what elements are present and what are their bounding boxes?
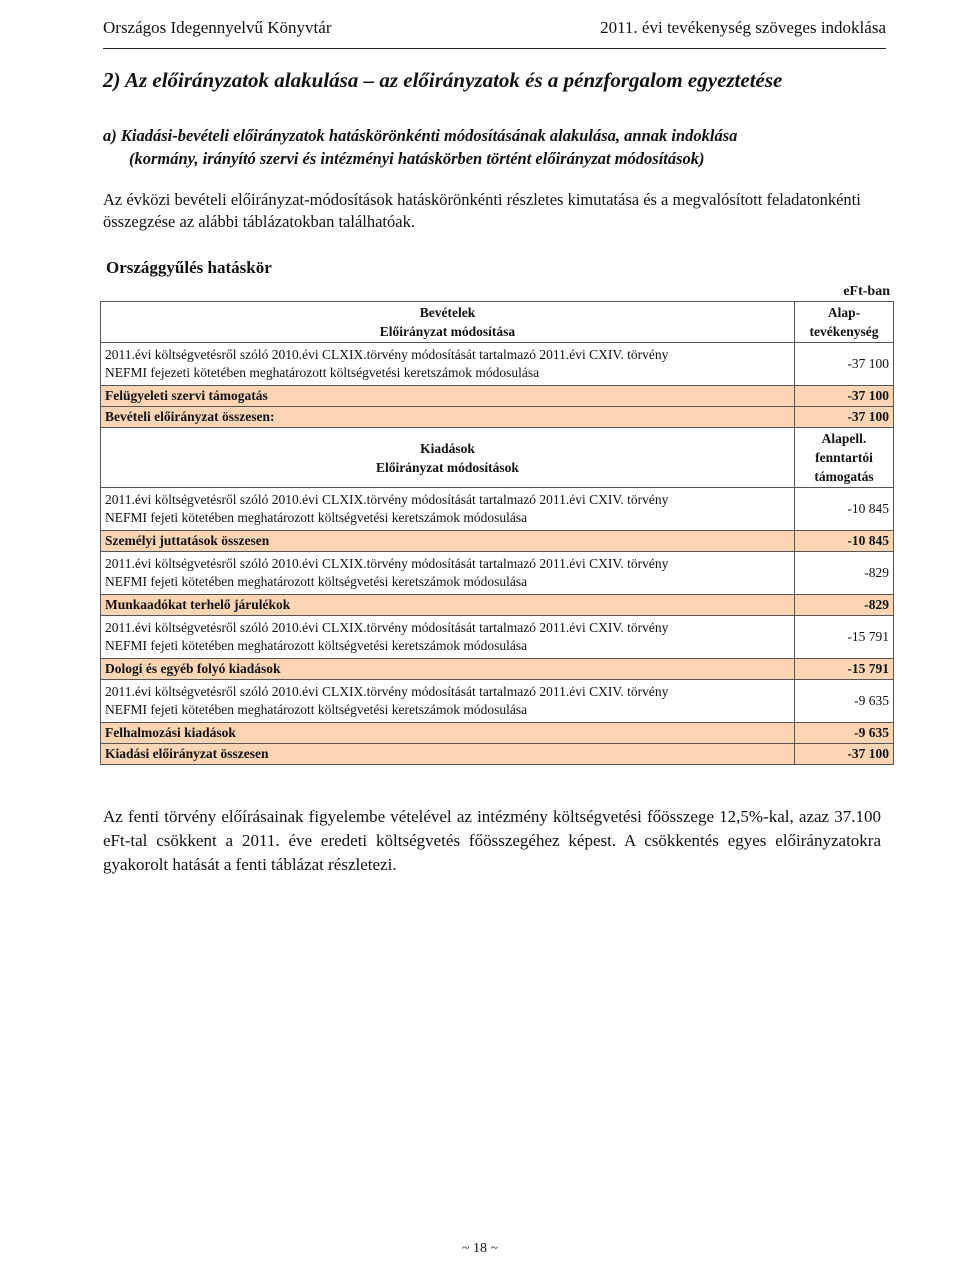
row-description: 2011.évi költségvetésről szóló 2010.évi CLXIX.törvény módosítását tartalmazó 2011.évi CXIV. törvény NEFMI fejeti kötetében meghatározott költségvetési keretszámok módosulása: [101, 616, 795, 659]
income-header-label: Bevételek Előirányzat módosítása: [101, 302, 795, 343]
sum-label: Felügyeleti szervi támogatás: [101, 386, 795, 407]
sum-amount: -37 100: [795, 744, 894, 765]
row-description: 2011.évi költségvetésről szóló 2010.évi CLXIX.törvény módosítását tartalmazó 2011.évi CXIV. törvény NEFMI fejeti kötetében meghatározott költségvetési keretszámok módosulása: [101, 488, 795, 531]
row-amount: -829: [795, 552, 894, 595]
row-description: 2011.évi költségvetésről szóló 2010.évi CLXIX.törvény módosítását tartalmazó 2011.évi CXIV. törvény NEFMI fejeti kötetében meghatározott költségvetési keretszámok módosulása: [101, 552, 795, 595]
sum-label: Kiadási előirányzat összesen: [101, 744, 795, 765]
sum-label: Felhalmozási kiadások: [101, 723, 795, 744]
table-row: [101, 343, 894, 386]
sum-amount: -829: [795, 595, 894, 616]
header-institution: Országos Idegennyelvű Könyvtár: [103, 18, 332, 37]
sum-row: [101, 595, 894, 616]
row-amount: -10 845: [795, 488, 894, 531]
section-title: 2) Az előirányzatok alakulása – az előirányzatok és a pénzforgalom egyeztetése: [103, 68, 783, 92]
sum-amount: -15 791: [795, 659, 894, 680]
authority-title: Országgyűlés hatáskör: [106, 258, 272, 277]
income-header-row: [101, 302, 894, 343]
table-row: [101, 552, 894, 595]
row-description: 2011.évi költségvetésről szóló 2010.évi CLXIX.törvény módosítását tartalmazó 2011.évi CXIV. törvény NEFMI fejezeti kötetében meghatározott költségvetési keretszámok módosulása: [101, 343, 795, 386]
page-number: ~ 18 ~: [461, 1241, 499, 1256]
expense-header-row: [101, 428, 894, 488]
header-document-title: 2011. évi tevékenység szöveges indoklása: [600, 18, 886, 37]
expense-header-column: Alapell. fenntartói támogatás: [795, 428, 894, 488]
intro-paragraph: Az évközi bevételi előirányzat-módosítások hatáskörönkénti részletes kimutatása és a megvalósított feladatonkénti összegzése az alábbi táblázatokban találhatóak.: [103, 190, 861, 231]
table-row: [101, 488, 894, 531]
sum-row: [101, 531, 894, 552]
page-header: [103, 18, 886, 49]
sum-label: Dologi és egyéb folyó kiadások: [101, 659, 795, 680]
table-row: [101, 616, 894, 659]
expense-header-label: Kiadások Előirányzat módosítások: [101, 428, 795, 488]
unit-label: eFt-ban: [843, 284, 890, 299]
closing-paragraph: Az fenti törvény előírásainak figyelembe vételével az intézmény költségvetési főösszege 12,5%-kal, azaz 37.100 eFt-tal csökkent a 2011. éve eredeti költségvetés főösszegéhez képest. A csökkentés egyes előirányzatokra gyakorolt hatását a fenti táblázat részletezi.: [103, 807, 881, 874]
sum-label: Bevételi előirányzat összesen:: [101, 407, 795, 428]
subsection-title: [103, 124, 893, 170]
subsection-line-2: (kormány, irányító szervi és intézményi hatáskörben történt előirányzat módosítások): [129, 149, 705, 168]
row-amount: -37 100: [795, 343, 894, 386]
sum-row: [101, 744, 894, 765]
sum-label: Személyi juttatások összesen: [101, 531, 795, 552]
row-description: 2011.évi költségvetésről szóló 2010.évi CLXIX.törvény módosítását tartalmazó 2011.évi CXIV. törvény NEFMI fejeti kötetében meghatározott költségvetési keretszámok módosulása: [101, 680, 795, 723]
sum-row: [101, 659, 894, 680]
sum-amount: -37 100: [795, 407, 894, 428]
income-header-column: Alap- tevékenység: [795, 302, 894, 343]
sum-amount: -37 100: [795, 386, 894, 407]
sum-amount: -9 635: [795, 723, 894, 744]
subsection-line-1: a) Kiadási-bevételi előirányzatok hatáskörönkénti módosításának alakulása, annak indoklása: [103, 126, 738, 145]
sum-amount: -10 845: [795, 531, 894, 552]
budget-table: [100, 301, 894, 765]
sum-row: [101, 407, 894, 428]
sum-label: Munkaadókat terhelő járulékok: [101, 595, 795, 616]
sum-row: [101, 386, 894, 407]
sum-row: [101, 723, 894, 744]
table-row: [101, 680, 894, 723]
row-amount: -15 791: [795, 616, 894, 659]
row-amount: -9 635: [795, 680, 894, 723]
